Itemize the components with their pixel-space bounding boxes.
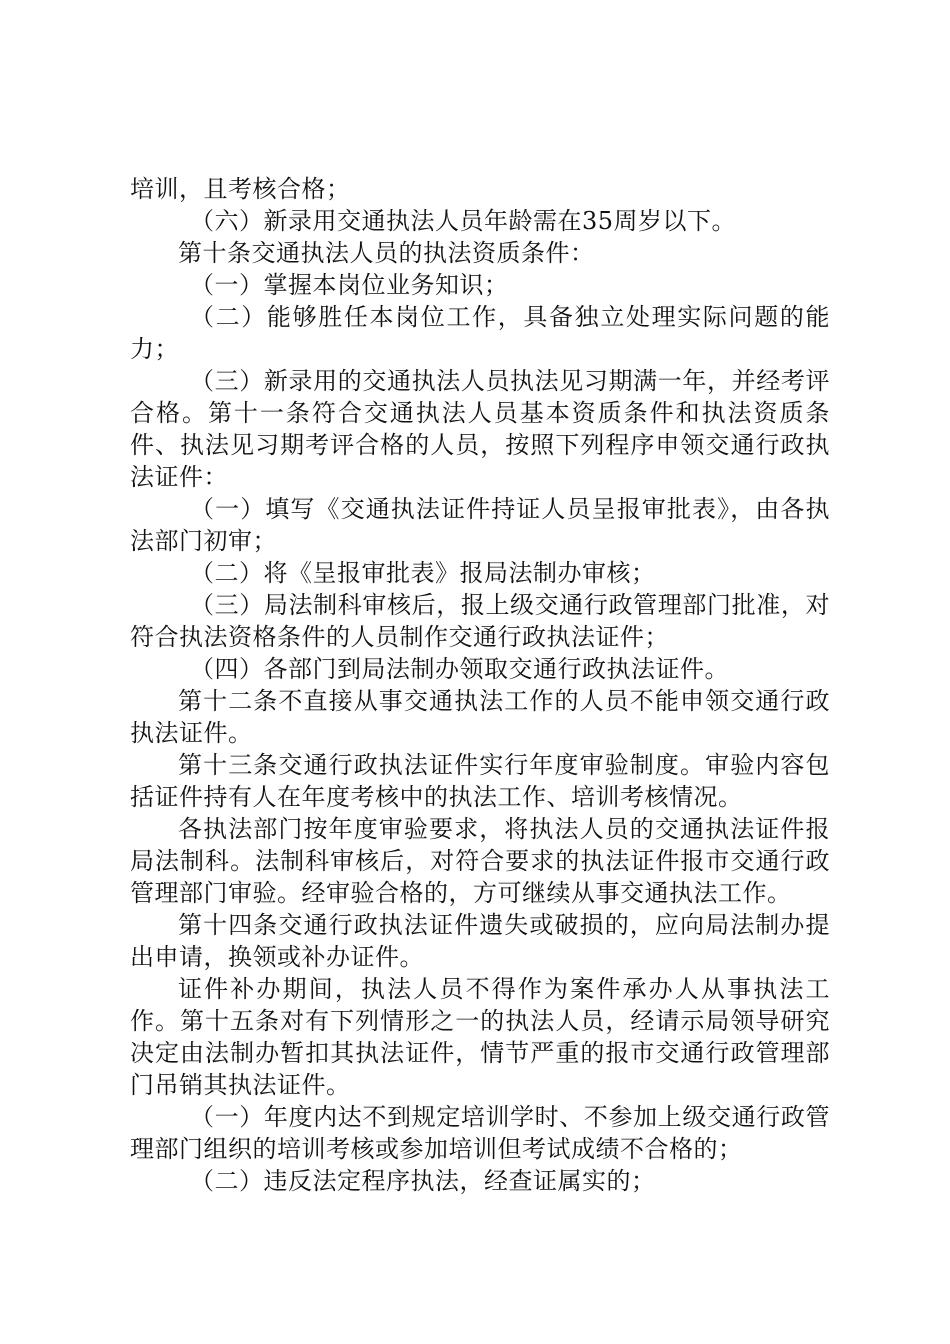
- paragraph-article-10-item-2: （二）能够胜任本岗位工作，具备独立处理实际问题的能力；: [130, 303, 830, 363]
- paragraph-article-13-review: 各执法部门按年度审验要求，将执法人员的交通执法证件报局法制科。法制科审核后，对符合要求的执法证件报市交通行政管理部门审验。经审验合格的，方可继续从事交通执法工作。: [130, 815, 830, 907]
- paragraph-article-10-item-1: （一）掌握本岗位业务知识；: [190, 271, 509, 299]
- paragraph-article-12: 第十二条不直接从事交通执法工作的人员不能申领交通行政执法证件。: [130, 687, 830, 747]
- paragraph-article-13: 第十三条交通行政执法证件实行年度审验制度。审验内容包括证件持有人在年度考核中的执法工作、培训考核情况。: [130, 751, 830, 811]
- paragraph-item-six-age: （六）新录用交通执法人员年龄需在35周岁以下。: [190, 207, 737, 235]
- paragraph-article-10-item-3-and-article-11: （三）新录用的交通执法人员执法见习期满一年，并经考评合格。第十一条符合交通执法人员基本资质条件和执法资质条件、执法见习期考评合格的人员，按照下列程序申领交通行政执法证件：: [130, 367, 830, 491]
- paragraph-article-10: 第十条交通执法人员的执法资质条件：: [178, 239, 595, 267]
- paragraph-article-11-item-2: （二）将《呈报审批表》报局法制办审核；: [190, 559, 656, 587]
- document-body: [130, 173, 830, 1197]
- paragraph-article-11-item-1: （一）填写《交通执法证件持证人员呈报审批表》，由各执法部门初审；: [130, 495, 830, 555]
- paragraph-training-continued: 培训，且考核合格；: [130, 175, 351, 203]
- paragraph-article-14-reissue-and-article-15: 证件补办期间，执法人员不得作为案件承办人从事执法工作。第十五条对有下列情形之一的执法人员，经请示局领导研究决定由法制办暂扣其执法证件，情节严重的报市交通行政管理部门吊销其执法证件。: [130, 975, 830, 1099]
- paragraph-article-11-item-3: （三）局法制科审核后，报上级交通行政管理部门批准，对符合执法资格条件的人员制作交通行政执法证件；: [130, 591, 830, 651]
- paragraph-article-15-item-2: （二）违反法定程序执法，经查证属实的；: [190, 1167, 656, 1195]
- paragraph-article-11-item-4: （四）各部门到局法制办领取交通行政执法证件。: [190, 655, 729, 683]
- paragraph-article-14: 第十四条交通行政执法证件遗失或破损的，应向局法制办提出申请，换领或补办证件。: [130, 911, 830, 971]
- paragraph-article-15-item-1: （一）年度内达不到规定培训学时、不参加上级交通行政管理部门组织的培训考核或参加培训但考试成绩不合格的；: [130, 1103, 830, 1163]
